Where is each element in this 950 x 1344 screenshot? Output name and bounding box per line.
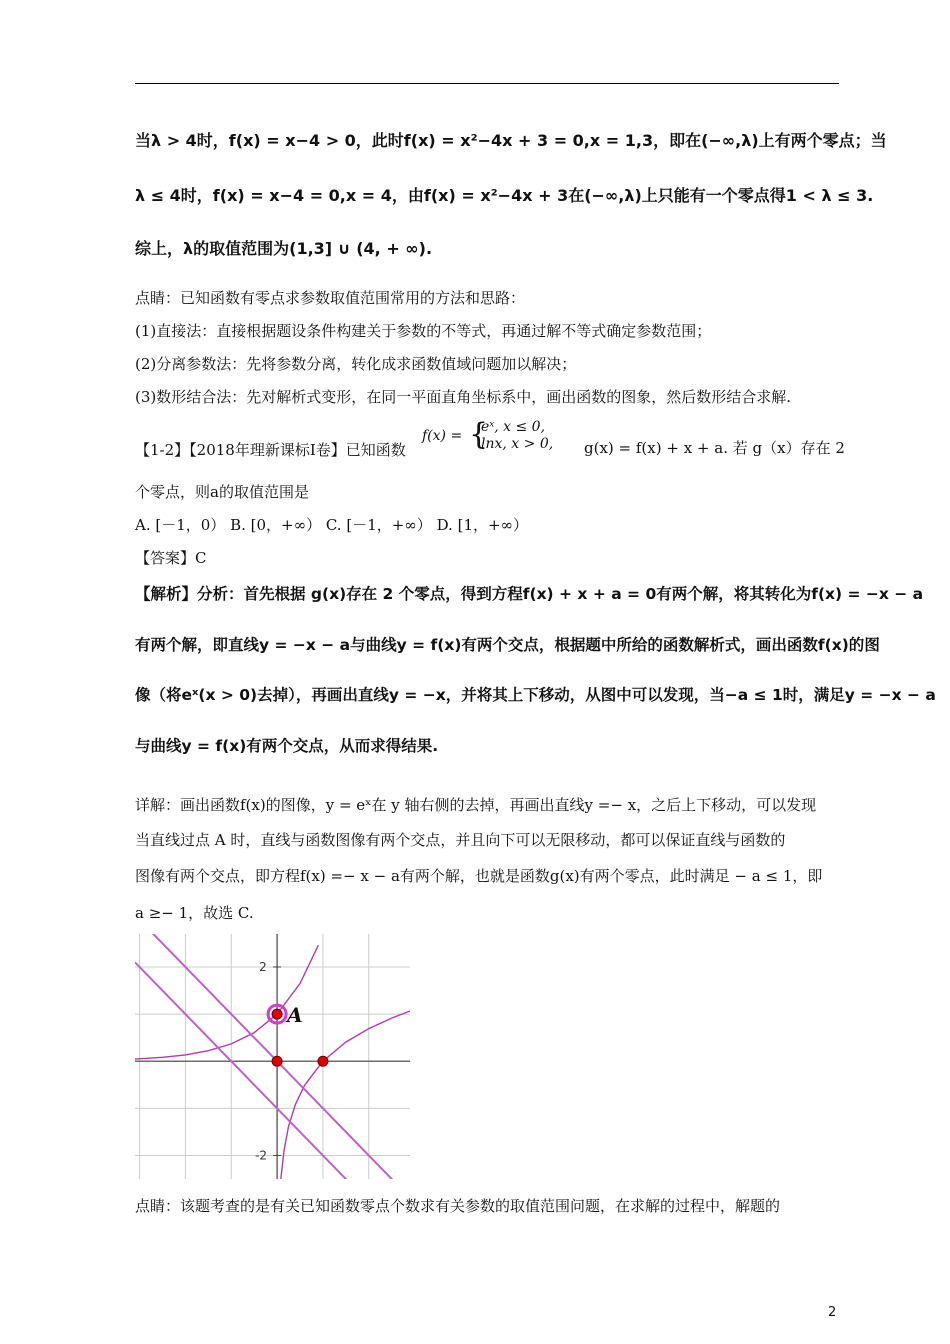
question-tail: 个零点，则a的取值范围是	[135, 483, 309, 501]
answer-label: 【答案】C	[135, 549, 207, 567]
data-point	[318, 1056, 328, 1066]
detail-line: 当直线过点 A 时，直线与函数图像有两个交点，并且向下可以无限移动，都可以保证直线与函数的	[135, 831, 786, 849]
brace-symbol: {	[469, 417, 489, 452]
analysis-line: 像（将eˣ(x > 0)去掉），再画出直线y = −x，并将其上下移动，从图中可以发现，当−a ≤ 1时，满足y = −x − a	[135, 686, 936, 704]
case-1: eˣ, x ≤ 0,	[481, 419, 546, 435]
piecewise-cases	[481, 419, 553, 453]
piecewise-label: f(x) =	[422, 428, 463, 444]
g-definition: g(x) = f(x) + x + a. 若 g（x）存在 2	[584, 439, 845, 457]
page-number: 2	[828, 1305, 837, 1320]
text-line: (2)分离参数法：先将参数分离，转化成求函数值域问题加以解决；	[135, 355, 577, 373]
data-point	[272, 1009, 282, 1019]
header-rule	[135, 83, 839, 84]
function-graph	[135, 934, 410, 1179]
analysis-line: 有两个解，即直线y = −x − a与曲线y = f(x)有两个交点，根据题中所给的函数解析式，画出函数f(x)的图	[135, 636, 880, 654]
question-head: 【1-2】【2018年理新课标I卷】已知函数	[135, 441, 406, 459]
text-line: 当λ > 4时，f(x) = x−4 > 0，此时f(x) = x²−4x + 3 = 0,x = 1,3，即在(−∞,λ)上有两个零点；当	[135, 131, 887, 150]
case-2: lnx, x > 0,	[481, 436, 554, 452]
curve-series	[281, 1011, 410, 1179]
analysis-line: 【解析】分析：首先根据 g(x)存在 2 个零点，得到方程f(x) + x + a = 0有两个解，将其转化为f(x) = −x − a	[135, 585, 924, 603]
point-label: A	[287, 1003, 303, 1028]
text-line: λ ≤ 4时，f(x) = x−4 = 0,x = 4，由f(x) = x²−4x + 3在(−∞,λ)上只能有一个零点得1 < λ ≤ 3.	[135, 186, 874, 205]
text-line: 综上，λ的取值范围为(1,3] ∪ (4, + ∞).	[135, 239, 433, 258]
text-line: (3)数形结合法：先对解析式变形，在同一平面直角坐标系中，画出函数的图象，然后数形结合求解.	[135, 388, 792, 406]
y-tick-label: 2	[259, 959, 267, 974]
detail-line: 详解：画出函数f(x)的图像，y = eˣ在 y 轴右侧的去掉，再画出直线y =− x，之后上下移动，可以发现	[135, 796, 817, 814]
detail-line: a ≥− 1，故选 C.	[135, 904, 254, 922]
detail-line: 图像有两个交点，即方程f(x) =− x − a有两个解，也就是函数g(x)有两个零点，此时满足 − a ≤ 1，即	[135, 867, 823, 885]
note-line: 点睛：该题考查的是有关已知函数零点个数求有关参数的取值范围问题，在求解的过程中，解题的	[135, 1197, 781, 1215]
data-point	[272, 1056, 282, 1066]
text-line: 点睛：已知函数有零点求参数取值范围常用的方法和思路：	[135, 289, 526, 307]
analysis-line: 与曲线y = f(x)有两个交点，从而求得结果.	[135, 737, 439, 755]
y-tick-label: -2	[255, 1148, 268, 1163]
answer-options: A. [－1，0） B. [0，+∞） C. [－1，+∞） D. [1，+∞）	[135, 516, 529, 534]
text-line: (1)直接法：直接根据题设条件构建关于参数的不等式，再通过解不等式确定参数范围；	[135, 322, 712, 340]
